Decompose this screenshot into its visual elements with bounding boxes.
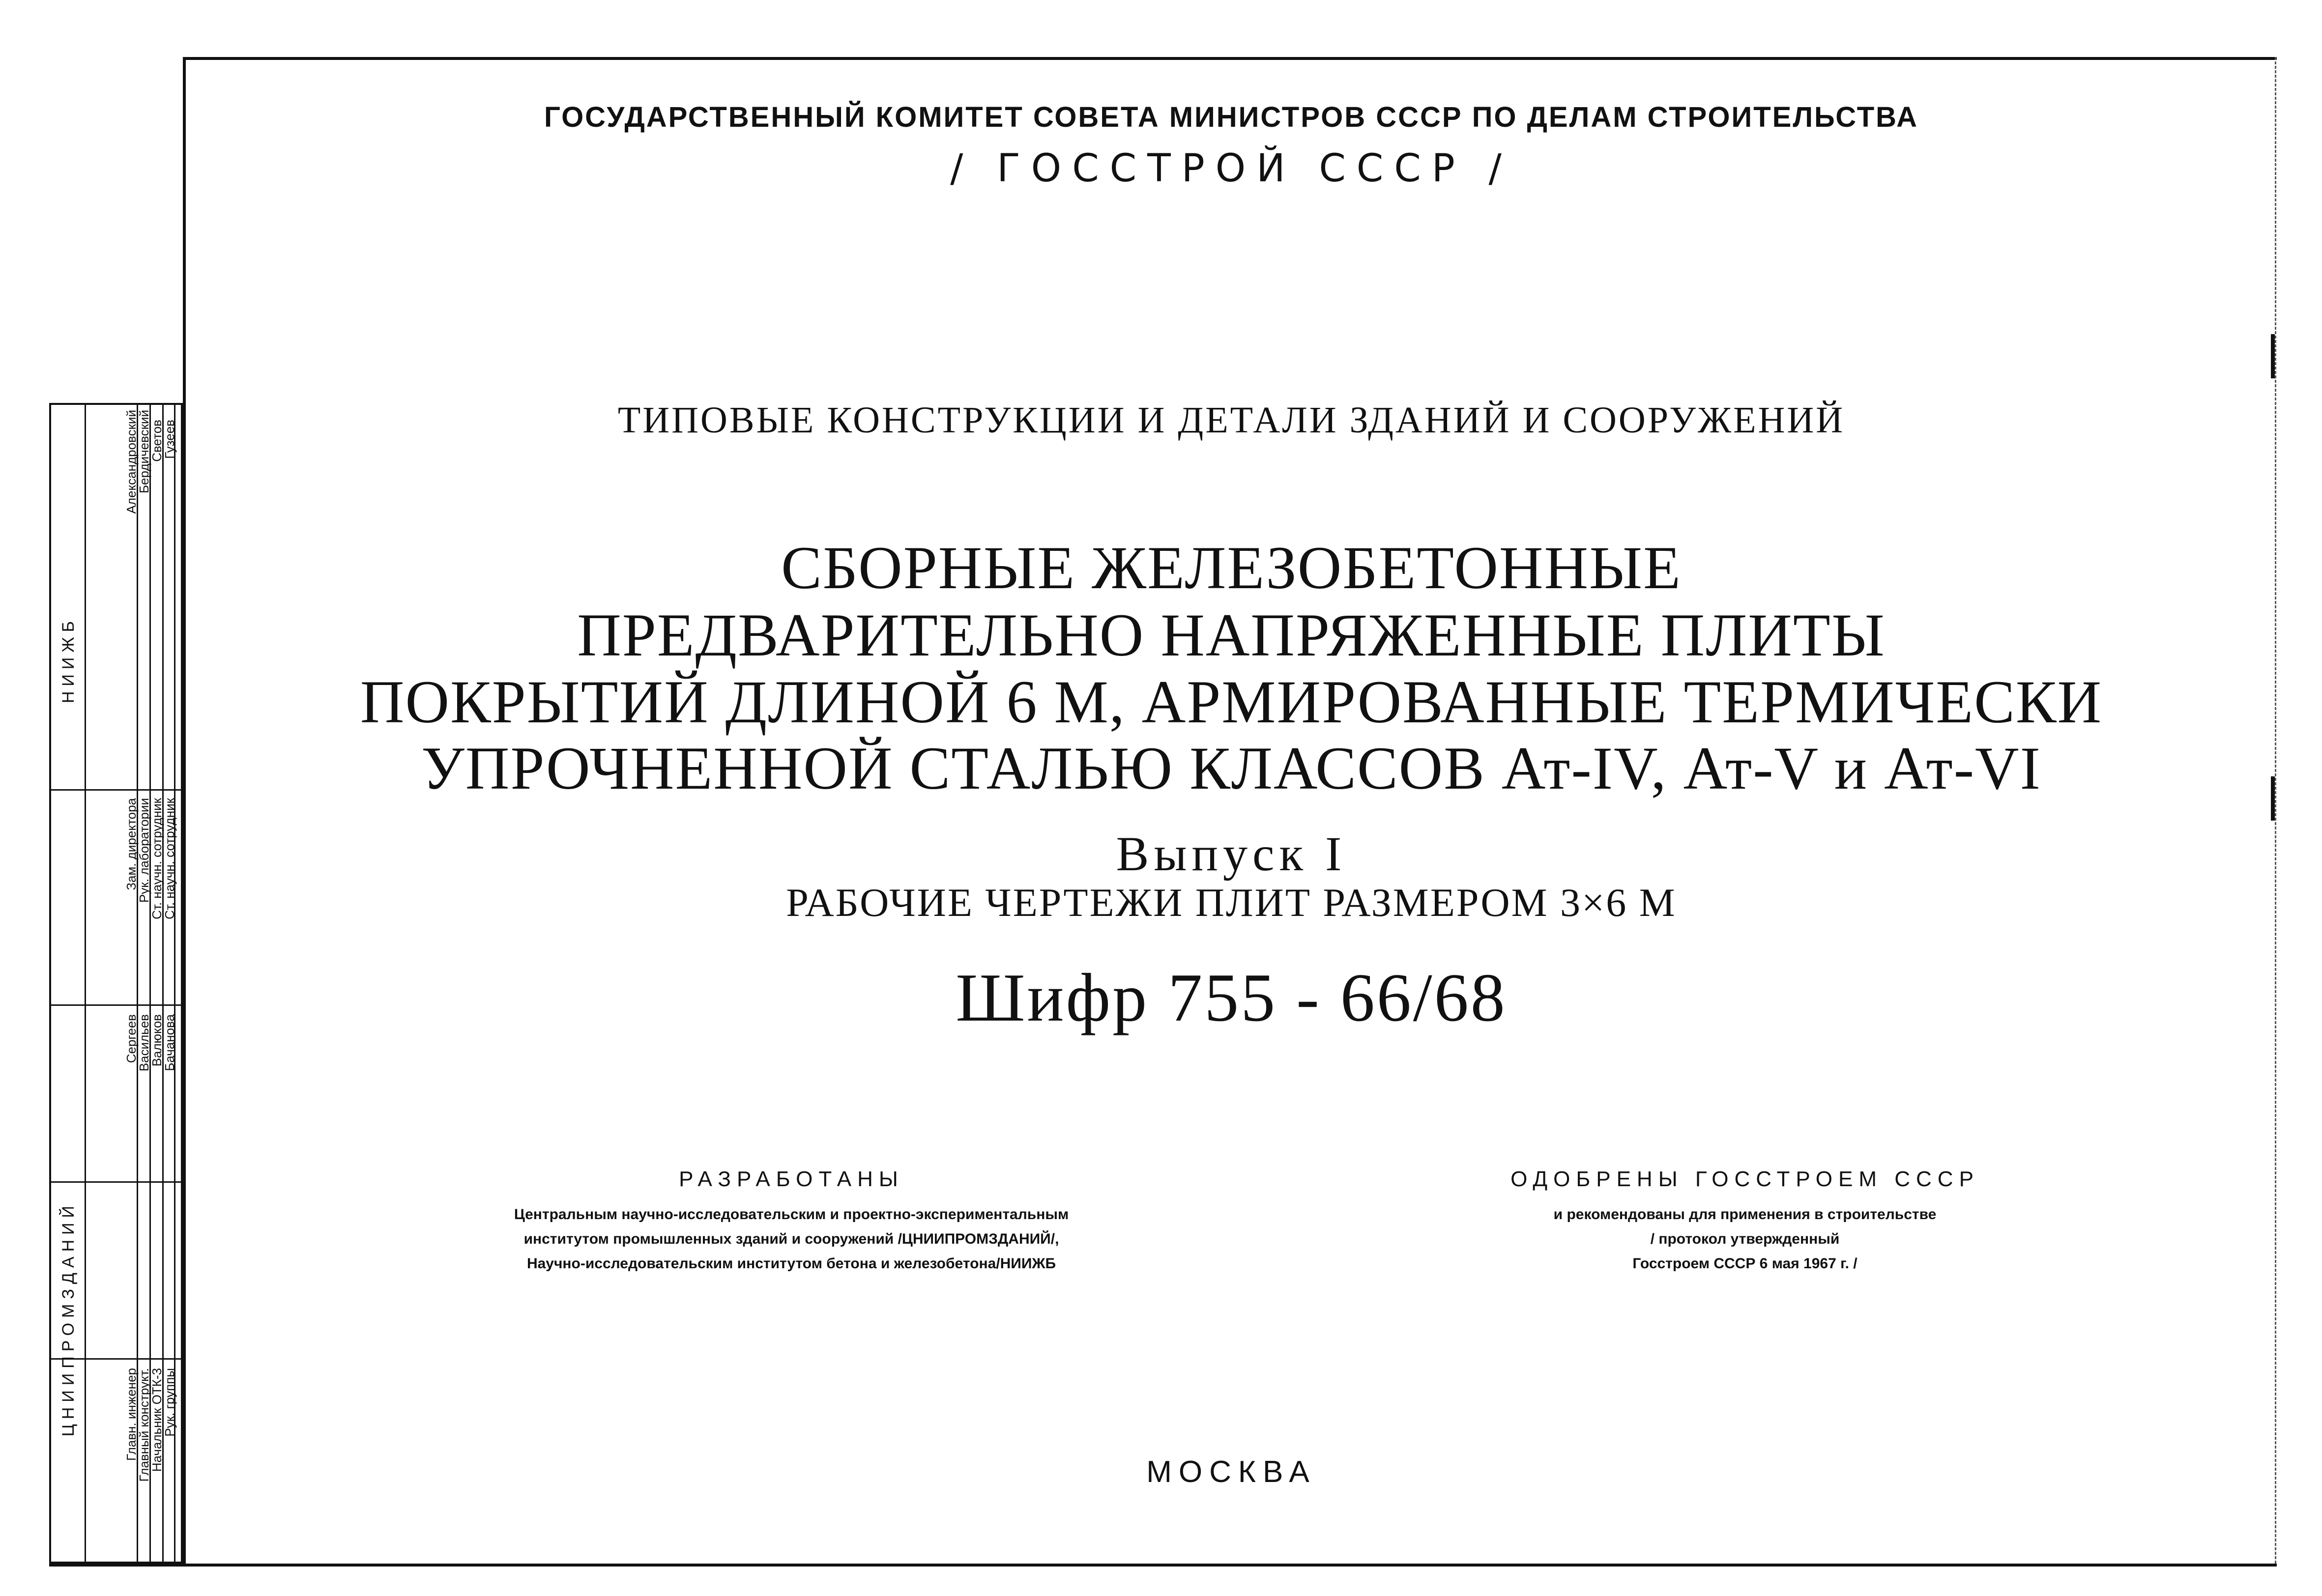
stamp-role: Ст. научн. сотрудник: [149, 798, 164, 919]
signature-stamp: [49, 403, 183, 1564]
stamp-name: Светов: [149, 420, 164, 462]
stamp-name: Бачанова: [162, 1014, 177, 1071]
approved-line: / протокол утвержденный: [1650, 1231, 1840, 1247]
city-name: МОСКВА: [1146, 1455, 1316, 1489]
committee-heading: ГОСУДАРСТВЕННЫЙ КОМИТЕТ СОВЕТА МИНИСТРОВ СССР ПО ДЕЛАМ СТРОИТЕЛЬСТВА: [544, 101, 1919, 133]
stamp-name: Васильев: [137, 1014, 151, 1072]
frame-top-border: [183, 57, 2277, 60]
developed-line: Научно-исследовательским институтом бетона и железобетона/НИИЖБ: [526, 1255, 1056, 1272]
stamp-org-tsniipromzdaniy: ЦНИИПРОМЗДАНИЙ: [59, 1201, 78, 1437]
developed-line: институтом промышленных зданий и сооружений /ЦНИИПРОМЗДАНИЙ/,: [523, 1231, 1059, 1247]
document-title-line: ПОКРЫТИЙ ДЛИНОЙ 6 М, АРМИРОВАННЫЕ ТЕРМИЧЕСКИ: [360, 668, 2103, 736]
stamp-role: Рук. группы: [162, 1368, 177, 1437]
frame-left-border: [183, 57, 186, 1564]
approved-heading: ОДОБРЕНЫ ГОССТРОЕМ СССР: [1510, 1167, 1979, 1191]
approved-line: и рекомендованы для применения в строительстве: [1553, 1206, 1937, 1223]
gosstroy-heading: / ГОССТРОЙ СССР /: [950, 146, 1512, 191]
stamp-role: Рук. лаборатории: [137, 798, 151, 903]
stamp-role: Ст. научн. сотрудник: [162, 798, 177, 919]
document-title-line: УПРОЧНЕННОЙ СТАЛЬЮ КЛАССОВ Ат-IV, Ат-V и Ат-VI: [421, 735, 2041, 802]
drawings-subtitle: РАБОЧИЕ ЧЕРТЕЖИ ПЛИТ РАЗМЕРОМ 3×6 М: [786, 880, 1677, 925]
developed-line: Центральным научно-исследовательским и проектно-экспериментальным: [514, 1206, 1069, 1223]
stamp-org-niizhb: НИИЖБ: [59, 616, 78, 704]
stamp-name: Гузеев: [162, 420, 177, 459]
frame-tick-mark: [2271, 334, 2275, 378]
document-title-line: СБОРНЫЕ ЖЕЛЕЗОБЕТОННЫЕ: [781, 534, 1682, 601]
approved-line: Госстроем СССР 6 мая 1967 г. /: [1632, 1255, 1858, 1272]
frame-right-border: [2275, 57, 2276, 1564]
stamp-role: Главн. инженер: [124, 1368, 139, 1461]
document-title-line: ПРЕДВАРИТЕЛЬНО НАПРЯЖЕННЫЕ ПЛИТЫ: [577, 601, 1886, 669]
stamp-role: Зам. директора: [124, 798, 139, 890]
cipher-code: Шифр 755 - 66/68: [956, 960, 1507, 1036]
stamp-name: Александровский: [124, 410, 139, 514]
stamp-name: Сергеев: [124, 1014, 139, 1063]
series-title: ТИПОВЫЕ КОНСТРУКЦИИ И ДЕТАЛИ ЗДАНИЙ И СООРУЖЕНИЙ: [617, 399, 1845, 441]
issue-number: Выпуск I: [1116, 826, 1347, 881]
stamp-role: Начальник ОТК-3: [149, 1368, 164, 1472]
stamp-name: Бердичевский: [137, 410, 151, 494]
stamp-role: Главный конструкт.: [137, 1368, 151, 1482]
developed-heading: РАЗРАБОТАНЫ: [679, 1167, 904, 1191]
stamp-name: Валюков: [149, 1014, 164, 1067]
frame-bottom-border: [49, 1564, 2277, 1567]
